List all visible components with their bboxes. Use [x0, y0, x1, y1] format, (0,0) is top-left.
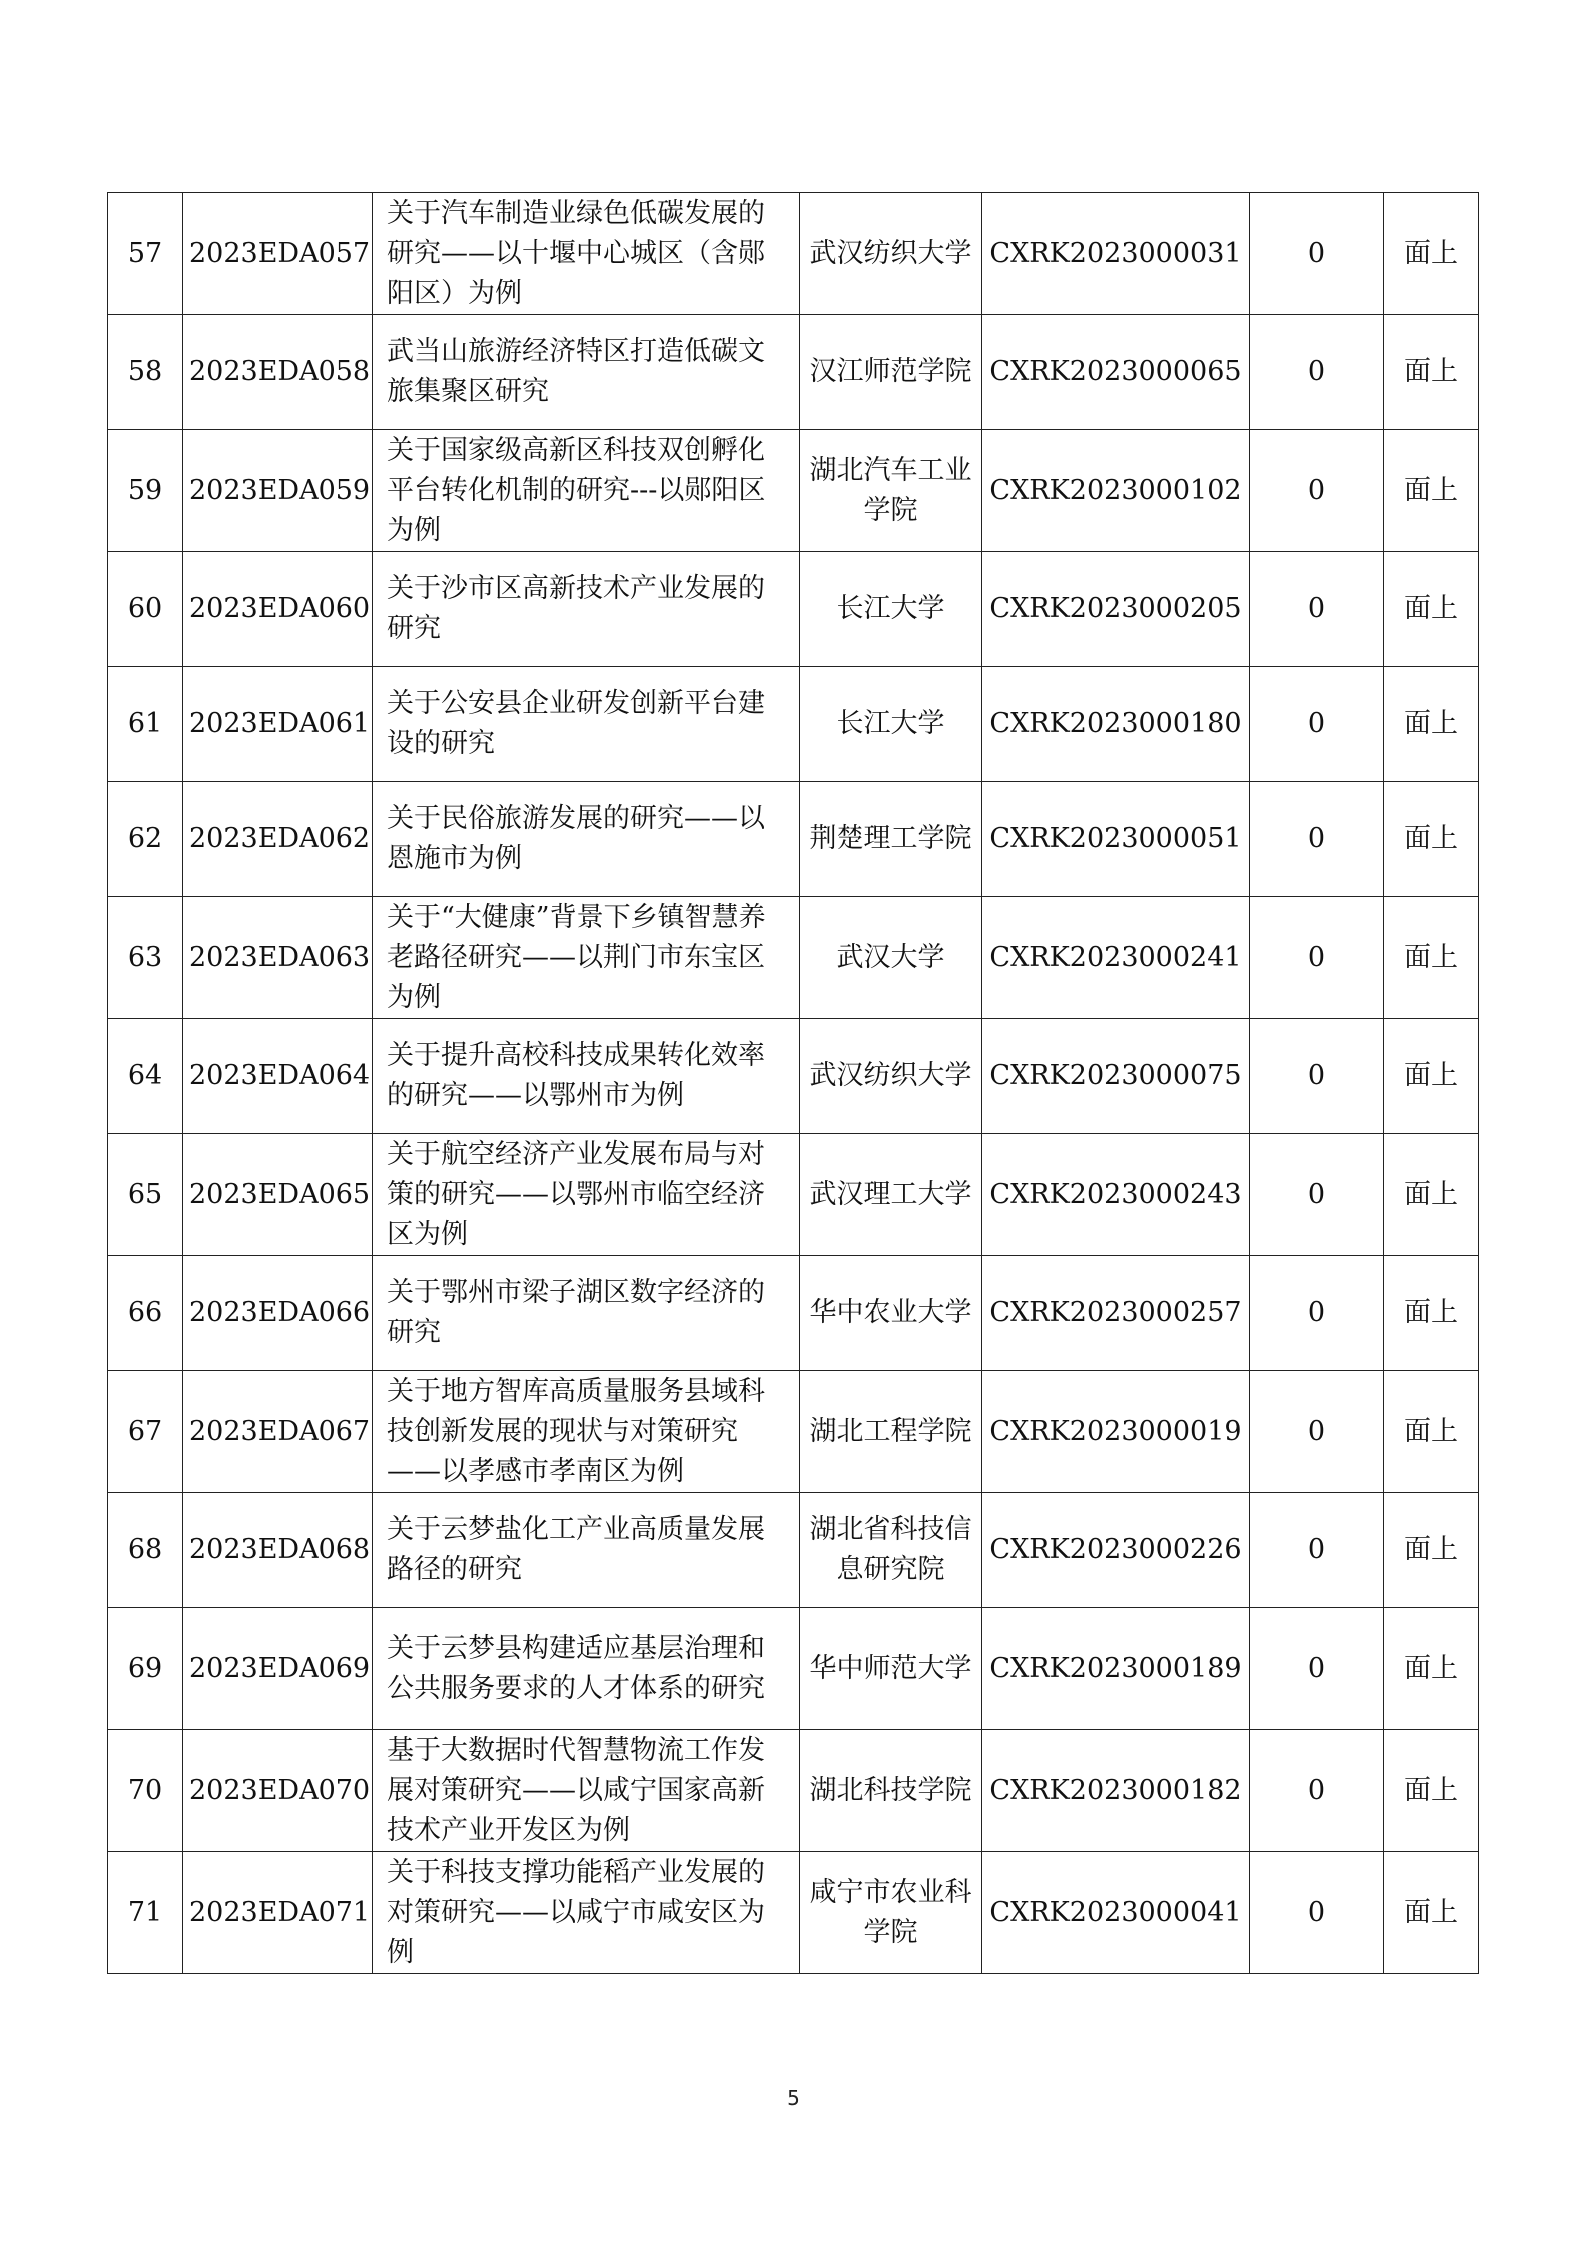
project-title: 关于科技支撑功能稻产业发展的对策研究——以咸宁市咸安区为例 — [373, 1852, 800, 1974]
organization: 武汉大学 — [800, 897, 982, 1019]
row-number: 61 — [108, 667, 183, 782]
row-number: 66 — [108, 1256, 183, 1371]
registration-code: CXRK2023000243 — [982, 1134, 1250, 1256]
registration-code: CXRK2023000182 — [982, 1730, 1250, 1852]
project-table — [107, 192, 1479, 1974]
organization: 汉江师范学院 — [800, 315, 982, 430]
organization: 荆楚理工学院 — [800, 782, 982, 897]
table-row — [108, 782, 1479, 897]
row-number: 63 — [108, 897, 183, 1019]
project-code: 2023EDA059 — [183, 430, 373, 552]
table-row — [108, 897, 1479, 1019]
funding-amount: 0 — [1250, 782, 1384, 897]
table-row — [108, 552, 1479, 667]
project-code: 2023EDA060 — [183, 552, 373, 667]
registration-code: CXRK2023000226 — [982, 1493, 1250, 1608]
organization: 湖北汽车工业学院 — [800, 430, 982, 552]
project-title: 关于民俗旅游发展的研究——以恩施市为例 — [373, 782, 800, 897]
project-code: 2023EDA061 — [183, 667, 373, 782]
table-row — [108, 1852, 1479, 1974]
project-title: 关于提升高校科技成果转化效率的研究——以鄂州市为例 — [373, 1019, 800, 1134]
row-number: 58 — [108, 315, 183, 430]
project-title: 关于公安县企业研发创新平台建设的研究 — [373, 667, 800, 782]
project-type: 面上 — [1384, 1371, 1479, 1493]
organization: 武汉理工大学 — [800, 1134, 982, 1256]
table-row — [108, 667, 1479, 782]
registration-code: CXRK2023000031 — [982, 193, 1250, 315]
project-type: 面上 — [1384, 1608, 1479, 1730]
project-title: 武当山旅游经济特区打造低碳文旅集聚区研究 — [373, 315, 800, 430]
organization: 武汉纺织大学 — [800, 193, 982, 315]
funding-amount: 0 — [1250, 1371, 1384, 1493]
project-type: 面上 — [1384, 1493, 1479, 1608]
funding-amount: 0 — [1250, 1256, 1384, 1371]
project-type: 面上 — [1384, 552, 1479, 667]
row-number: 57 — [108, 193, 183, 315]
organization: 华中师范大学 — [800, 1608, 982, 1730]
project-title: 关于国家级高新区科技双创孵化平台转化机制的研究---以郧阳区为例 — [373, 430, 800, 552]
row-number: 59 — [108, 430, 183, 552]
organization: 长江大学 — [800, 667, 982, 782]
table-row — [108, 1730, 1479, 1852]
project-code: 2023EDA062 — [183, 782, 373, 897]
table-row — [108, 315, 1479, 430]
project-type: 面上 — [1384, 430, 1479, 552]
project-type: 面上 — [1384, 315, 1479, 430]
project-table-container — [107, 192, 1478, 1974]
funding-amount: 0 — [1250, 1730, 1384, 1852]
funding-amount: 0 — [1250, 897, 1384, 1019]
project-title: 关于航空经济产业发展布局与对策的研究——以鄂州市临空经济区为例 — [373, 1134, 800, 1256]
project-title: 关于云梦县构建适应基层治理和公共服务要求的人才体系的研究 — [373, 1608, 800, 1730]
project-title: 关于地方智库高质量服务县域科技创新发展的现状与对策研究 ——以孝感市孝南区为例 — [373, 1371, 800, 1493]
project-type: 面上 — [1384, 667, 1479, 782]
table-body — [108, 193, 1479, 1974]
row-number: 60 — [108, 552, 183, 667]
row-number: 71 — [108, 1852, 183, 1974]
table-row — [108, 1256, 1479, 1371]
funding-amount: 0 — [1250, 1608, 1384, 1730]
registration-code: CXRK2023000051 — [982, 782, 1250, 897]
table-row — [108, 430, 1479, 552]
registration-code: CXRK2023000241 — [982, 897, 1250, 1019]
project-code: 2023EDA068 — [183, 1493, 373, 1608]
funding-amount: 0 — [1250, 315, 1384, 430]
row-number: 69 — [108, 1608, 183, 1730]
project-type: 面上 — [1384, 1730, 1479, 1852]
project-type: 面上 — [1384, 1019, 1479, 1134]
project-code: 2023EDA069 — [183, 1608, 373, 1730]
table-row — [108, 1493, 1479, 1608]
project-code: 2023EDA066 — [183, 1256, 373, 1371]
registration-code: CXRK2023000102 — [982, 430, 1250, 552]
project-type: 面上 — [1384, 1134, 1479, 1256]
table-row — [108, 1134, 1479, 1256]
row-number: 62 — [108, 782, 183, 897]
table-row — [108, 1608, 1479, 1730]
project-title: 关于沙市区高新技术产业发展的研究 — [373, 552, 800, 667]
organization: 湖北工程学院 — [800, 1371, 982, 1493]
project-code: 2023EDA064 — [183, 1019, 373, 1134]
project-code: 2023EDA070 — [183, 1730, 373, 1852]
project-title: 关于鄂州市梁子湖区数字经济的研究 — [373, 1256, 800, 1371]
registration-code: CXRK2023000041 — [982, 1852, 1250, 1974]
organization: 湖北科技学院 — [800, 1730, 982, 1852]
project-code: 2023EDA057 — [183, 193, 373, 315]
project-type: 面上 — [1384, 193, 1479, 315]
project-code: 2023EDA063 — [183, 897, 373, 1019]
funding-amount: 0 — [1250, 552, 1384, 667]
registration-code: CXRK2023000189 — [982, 1608, 1250, 1730]
project-code: 2023EDA071 — [183, 1852, 373, 1974]
table-row — [108, 193, 1479, 315]
project-type: 面上 — [1384, 1852, 1479, 1974]
project-title: 基于大数据时代智慧物流工作发展对策研究——以咸宁国家高新技术产业开发区为例 — [373, 1730, 800, 1852]
registration-code: CXRK2023000065 — [982, 315, 1250, 430]
funding-amount: 0 — [1250, 1019, 1384, 1134]
funding-amount: 0 — [1250, 1493, 1384, 1608]
organization: 长江大学 — [800, 552, 982, 667]
organization: 湖北省科技信息研究院 — [800, 1493, 982, 1608]
page-number: 5 — [787, 2086, 800, 2110]
project-type: 面上 — [1384, 897, 1479, 1019]
registration-code: CXRK2023000205 — [982, 552, 1250, 667]
organization: 武汉纺织大学 — [800, 1019, 982, 1134]
funding-amount: 0 — [1250, 1852, 1384, 1974]
row-number: 67 — [108, 1371, 183, 1493]
registration-code: CXRK2023000257 — [982, 1256, 1250, 1371]
table-row — [108, 1371, 1479, 1493]
row-number: 64 — [108, 1019, 183, 1134]
row-number: 70 — [108, 1730, 183, 1852]
organization: 华中农业大学 — [800, 1256, 982, 1371]
funding-amount: 0 — [1250, 667, 1384, 782]
registration-code: CXRK2023000075 — [982, 1019, 1250, 1134]
row-number: 65 — [108, 1134, 183, 1256]
project-title: 关于云梦盐化工产业高质量发展路径的研究 — [373, 1493, 800, 1608]
funding-amount: 0 — [1250, 193, 1384, 315]
organization: 咸宁市农业科学院 — [800, 1852, 982, 1974]
project-title: 关于汽车制造业绿色低碳发展的研究——以十堰中心城区（含郧阳区）为例 — [373, 193, 800, 315]
project-type: 面上 — [1384, 782, 1479, 897]
project-code: 2023EDA067 — [183, 1371, 373, 1493]
project-type: 面上 — [1384, 1256, 1479, 1371]
funding-amount: 0 — [1250, 1134, 1384, 1256]
row-number: 68 — [108, 1493, 183, 1608]
funding-amount: 0 — [1250, 430, 1384, 552]
registration-code: CXRK2023000019 — [982, 1371, 1250, 1493]
project-title: 关于“大健康”背景下乡镇智慧养老路径研究——以荆门市东宝区为例 — [373, 897, 800, 1019]
project-code: 2023EDA065 — [183, 1134, 373, 1256]
registration-code: CXRK2023000180 — [982, 667, 1250, 782]
table-row — [108, 1019, 1479, 1134]
project-code: 2023EDA058 — [183, 315, 373, 430]
